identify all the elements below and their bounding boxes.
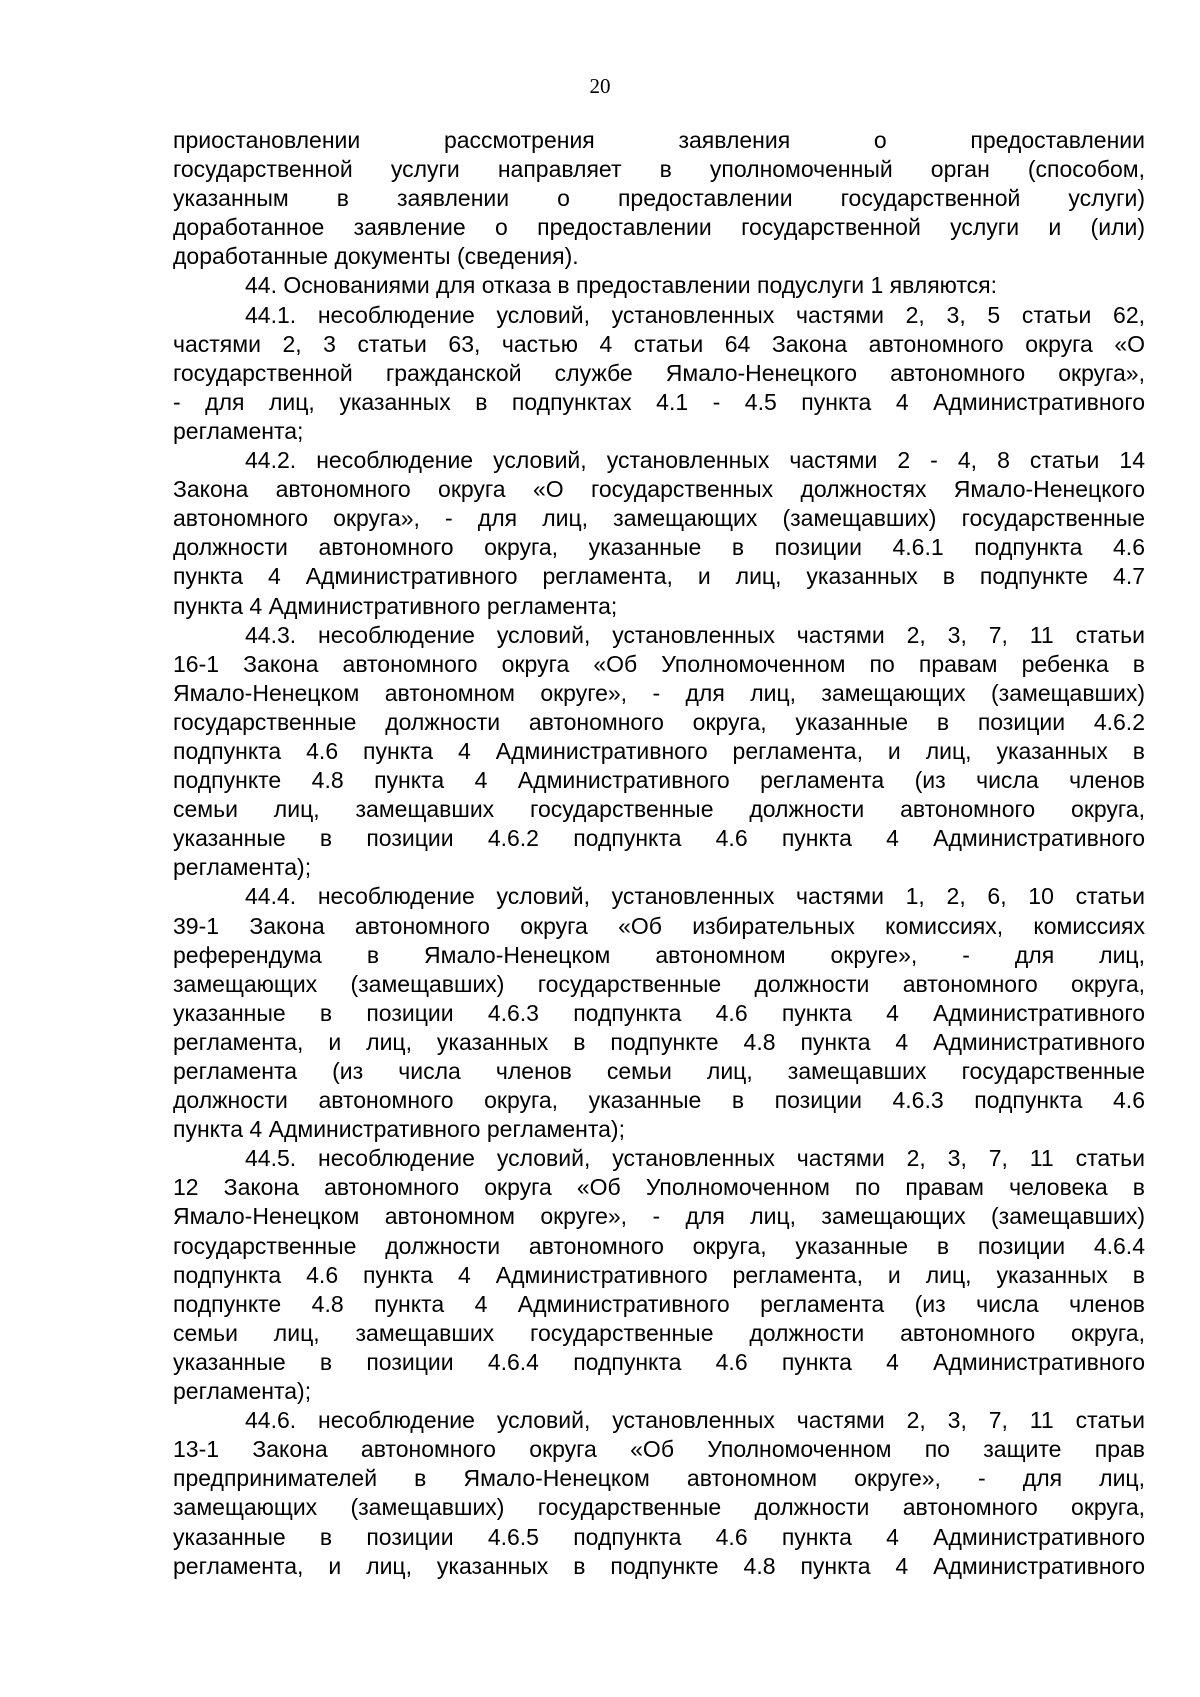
text-line: указанные в позиции 4.6.5 подпункта 4.6 пункта 4 Административного: [173, 1523, 1145, 1550]
text-line: регламента;: [173, 417, 304, 444]
text-line: регламента, и лиц, указанных в подпункте 4.8 пункта 4 Административного: [173, 1552, 1145, 1579]
text-line: пункта 4 Административного регламента;: [173, 592, 618, 619]
text-line: 44.1. несоблюдение условий, установленных частями 2, 3, 5 статьи 62,: [245, 301, 1145, 328]
text-line: замещающих (замещавших) государственные должности автономного округа,: [173, 1494, 1145, 1521]
text-line: указанные в позиции 4.6.4 подпункта 4.6 пункта 4 Административного: [173, 1348, 1145, 1375]
text-line: подпункте 4.8 пункта 4 Административного регламента (из числа членов: [173, 1290, 1145, 1317]
text-line: подпункта 4.6 пункта 4 Административного регламента, и лиц, указанных в: [173, 1261, 1145, 1288]
text-line: регламента, и лиц, указанных в подпункте 4.8 пункта 4 Административного: [173, 1028, 1145, 1055]
text-line: указанным в заявлении о предоставлении государственной услуги): [173, 185, 1145, 212]
text-line: предпринимателей в Ямало-Ненецком автономном округе», - для лиц,: [173, 1465, 1145, 1492]
text-line: референдума в Ямало-Ненецком автономном округе», - для лиц,: [173, 941, 1145, 968]
paragraph-continuation: [173, 126, 1145, 271]
text-line: Ямало-Ненецком автономном округе», - для лиц, замещающих (замещавших): [173, 679, 1145, 706]
text-line: 44.4. несоблюдение условий, установленных частями 1, 2, 6, 10 статьи: [245, 883, 1145, 910]
text-line: семьи лиц, замещавших государственные должности автономного округа,: [173, 1319, 1145, 1346]
text-line: регламента (из числа членов семьи лиц, замещавших государственные: [173, 1058, 1145, 1084]
paragraph-44-2: [173, 446, 1145, 621]
paragraph-44-4: [173, 882, 1145, 1144]
text-line: 44.6. несоблюдение условий, установленных частями 2, 3, 7, 11 статьи: [245, 1407, 1145, 1434]
text-line: 44.2. несоблюдение условий, установленных частями 2 - 4, 8 статьи 14: [245, 447, 1145, 474]
text-line: доработанные документы (сведения).: [173, 243, 579, 270]
text-line: приостановлении рассмотрения заявления о предоставлении: [173, 127, 1145, 153]
text-line: - для лиц, указанных в подпунктах 4.1 - 4.5 пункта 4 Административного: [173, 388, 1145, 415]
text-line: пункта 4 Административного регламента);: [173, 1116, 625, 1143]
paragraph-44-3: [173, 621, 1145, 883]
text-line: регламента);: [173, 1378, 312, 1405]
text-line: автономного округа», - для лиц, замещающих (замещавших) государственные: [173, 505, 1145, 532]
paragraph-44-5: [173, 1144, 1145, 1406]
text-line: Закона автономного округа «О государственных должностях Ямало-Ненецкого: [173, 476, 1145, 503]
paragraph-44-6: [173, 1406, 1145, 1581]
text-line: государственные должности автономного округа, указанные в позиции 4.6.4: [173, 1232, 1145, 1259]
text-line: 13-1 Закона автономного округа «Об Уполномоченном по защите прав: [173, 1436, 1145, 1463]
text-line: 44.3. несоблюдение условий, установленных частями 2, 3, 7, 11 статьи: [245, 621, 1145, 648]
text-line: 44.5. несоблюдение условий, установленных частями 2, 3, 7, 11 статьи: [245, 1145, 1145, 1172]
text-line: указанные в позиции 4.6.2 подпункта 4.6 пункта 4 Административного: [173, 825, 1145, 852]
text-line: должности автономного округа, указанные в позиции 4.6.1 подпункта 4.6: [173, 534, 1145, 561]
text-line: указанные в позиции 4.6.3 подпункта 4.6 пункта 4 Административного: [173, 999, 1145, 1026]
text-line: доработанное заявление о предоставлении государственной услуги и (или): [173, 214, 1145, 241]
text-line: государственные должности автономного округа, указанные в позиции 4.6.2: [173, 708, 1145, 735]
paragraph-44: [173, 271, 1145, 300]
page-number: 20: [589, 74, 611, 98]
text-line: 44. Основаниями для отказа в предоставлении подуслуги 1 являются:: [245, 272, 998, 299]
text-line: частями 2, 3 статьи 63, частью 4 статьи 64 Закона автономного округа «О: [173, 330, 1145, 357]
text-line: подпункта 4.6 пункта 4 Административного регламента, и лиц, указанных в: [173, 737, 1145, 764]
paragraph-44-1: [173, 301, 1145, 446]
text-line: государственной услуги направляет в уполномоченный орган (способом,: [173, 156, 1145, 183]
text-line: государственной гражданской службе Ямало-Ненецкого автономного округа»,: [173, 359, 1145, 386]
text-line: пункта 4 Административного регламента, и лиц, указанных в подпункте 4.7: [173, 563, 1145, 590]
text-line: 39-1 Закона автономного округа «Об избирательных комиссиях, комиссиях: [173, 912, 1145, 939]
text-line: должности автономного округа, указанные в позиции 4.6.3 подпункта 4.6: [173, 1087, 1145, 1114]
text-line: замещающих (замещавших) государственные должности автономного округа,: [173, 970, 1145, 997]
text-line: 16-1 Закона автономного округа «Об Уполномоченном по правам ребенка в: [173, 650, 1145, 677]
text-line: Ямало-Ненецком автономном округе», - для лиц, замещающих (замещавших): [173, 1203, 1145, 1230]
text-line: регламента);: [173, 854, 312, 881]
text-line: подпункте 4.8 пункта 4 Административного регламента (из числа членов: [173, 767, 1145, 794]
text-line: семьи лиц, замещавших государственные должности автономного округа,: [173, 796, 1145, 823]
document-body: [173, 126, 1145, 1581]
text-line: 12 Закона автономного округа «Об Уполномоченном по правам человека в: [173, 1174, 1145, 1201]
